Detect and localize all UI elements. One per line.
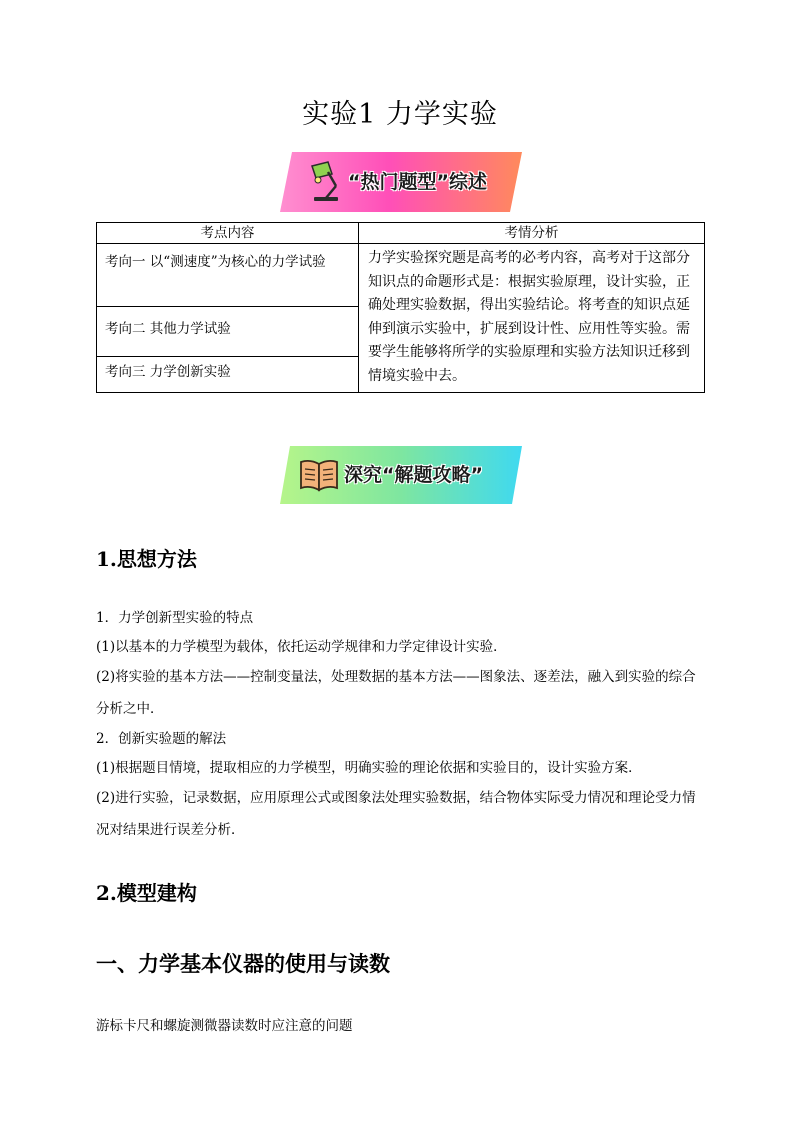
methods-line-5: (1)根据题目情境，提取相应的力学模型，明确实验的理论依据和实验目的，设计实验方案． — [96, 759, 642, 776]
section-heading-instruments: 一、力学基本仪器的使用与读数 — [96, 951, 390, 976]
open-book-icon — [298, 457, 340, 493]
exam-analysis-table — [96, 222, 705, 393]
page-title: 实验1 力学实验 — [302, 99, 498, 130]
desk-lamp-icon — [306, 160, 346, 204]
solution-strategy-banner — [278, 444, 524, 512]
methods-content — [96, 604, 706, 846]
table-row-topic-2: 考向二 其他力学试验 — [97, 306, 359, 356]
section-heading-methods: 1.思想方法 — [96, 547, 197, 571]
table-header-analysis: 考情分析 — [359, 223, 705, 244]
table-header-topic: 考点内容 — [97, 223, 359, 244]
table-row-topic-1: 考向一 以“测速度”为核心的力学试验 — [97, 244, 359, 307]
banner-title: “热门题型”综述 — [348, 171, 487, 193]
table-row-topic-3: 考向三 力学创新实验 — [97, 356, 359, 392]
banner-title: 深究“解题攻略” — [344, 464, 483, 486]
methods-line-3: (2)将实验的基本方法——控制变量法，处理数据的基本方法——图象法、逐差法，融入到实验的综合分析之中． — [96, 669, 696, 717]
methods-line-4: 2．创新实验题的解法 — [96, 731, 227, 747]
methods-line-1: 1．力学创新型实验的特点 — [96, 610, 254, 626]
instruments-intro: 游标卡尺和螺旋测微器读数时应注意的问题 — [96, 1018, 353, 1034]
table-cell-analysis: 力学实验探究题是高考的必考内容，高考对于这部分知识点的命题形式是：根据实验原理，设计实验，正确处理实验数据，得出实验结论。将考查的知识点延伸到演示实验中，扩展到设计性、应用性等实验。需要学生能够将所学的实验原理和实验方法知识迁移到情境实验中去。 — [359, 244, 705, 393]
methods-line-6: (2)进行实验，记录数据，应用原理公式或图象法处理实验数据，结合物体实际受力情况和理论受力情况对结果进行误差分析． — [96, 790, 696, 838]
methods-line-2: (1)以基本的力学模型为载体，依托运动学规律和力学定律设计实验． — [96, 638, 507, 655]
hot-topics-banner — [278, 148, 524, 216]
section-heading-model: 2.模型建构 — [96, 881, 197, 905]
